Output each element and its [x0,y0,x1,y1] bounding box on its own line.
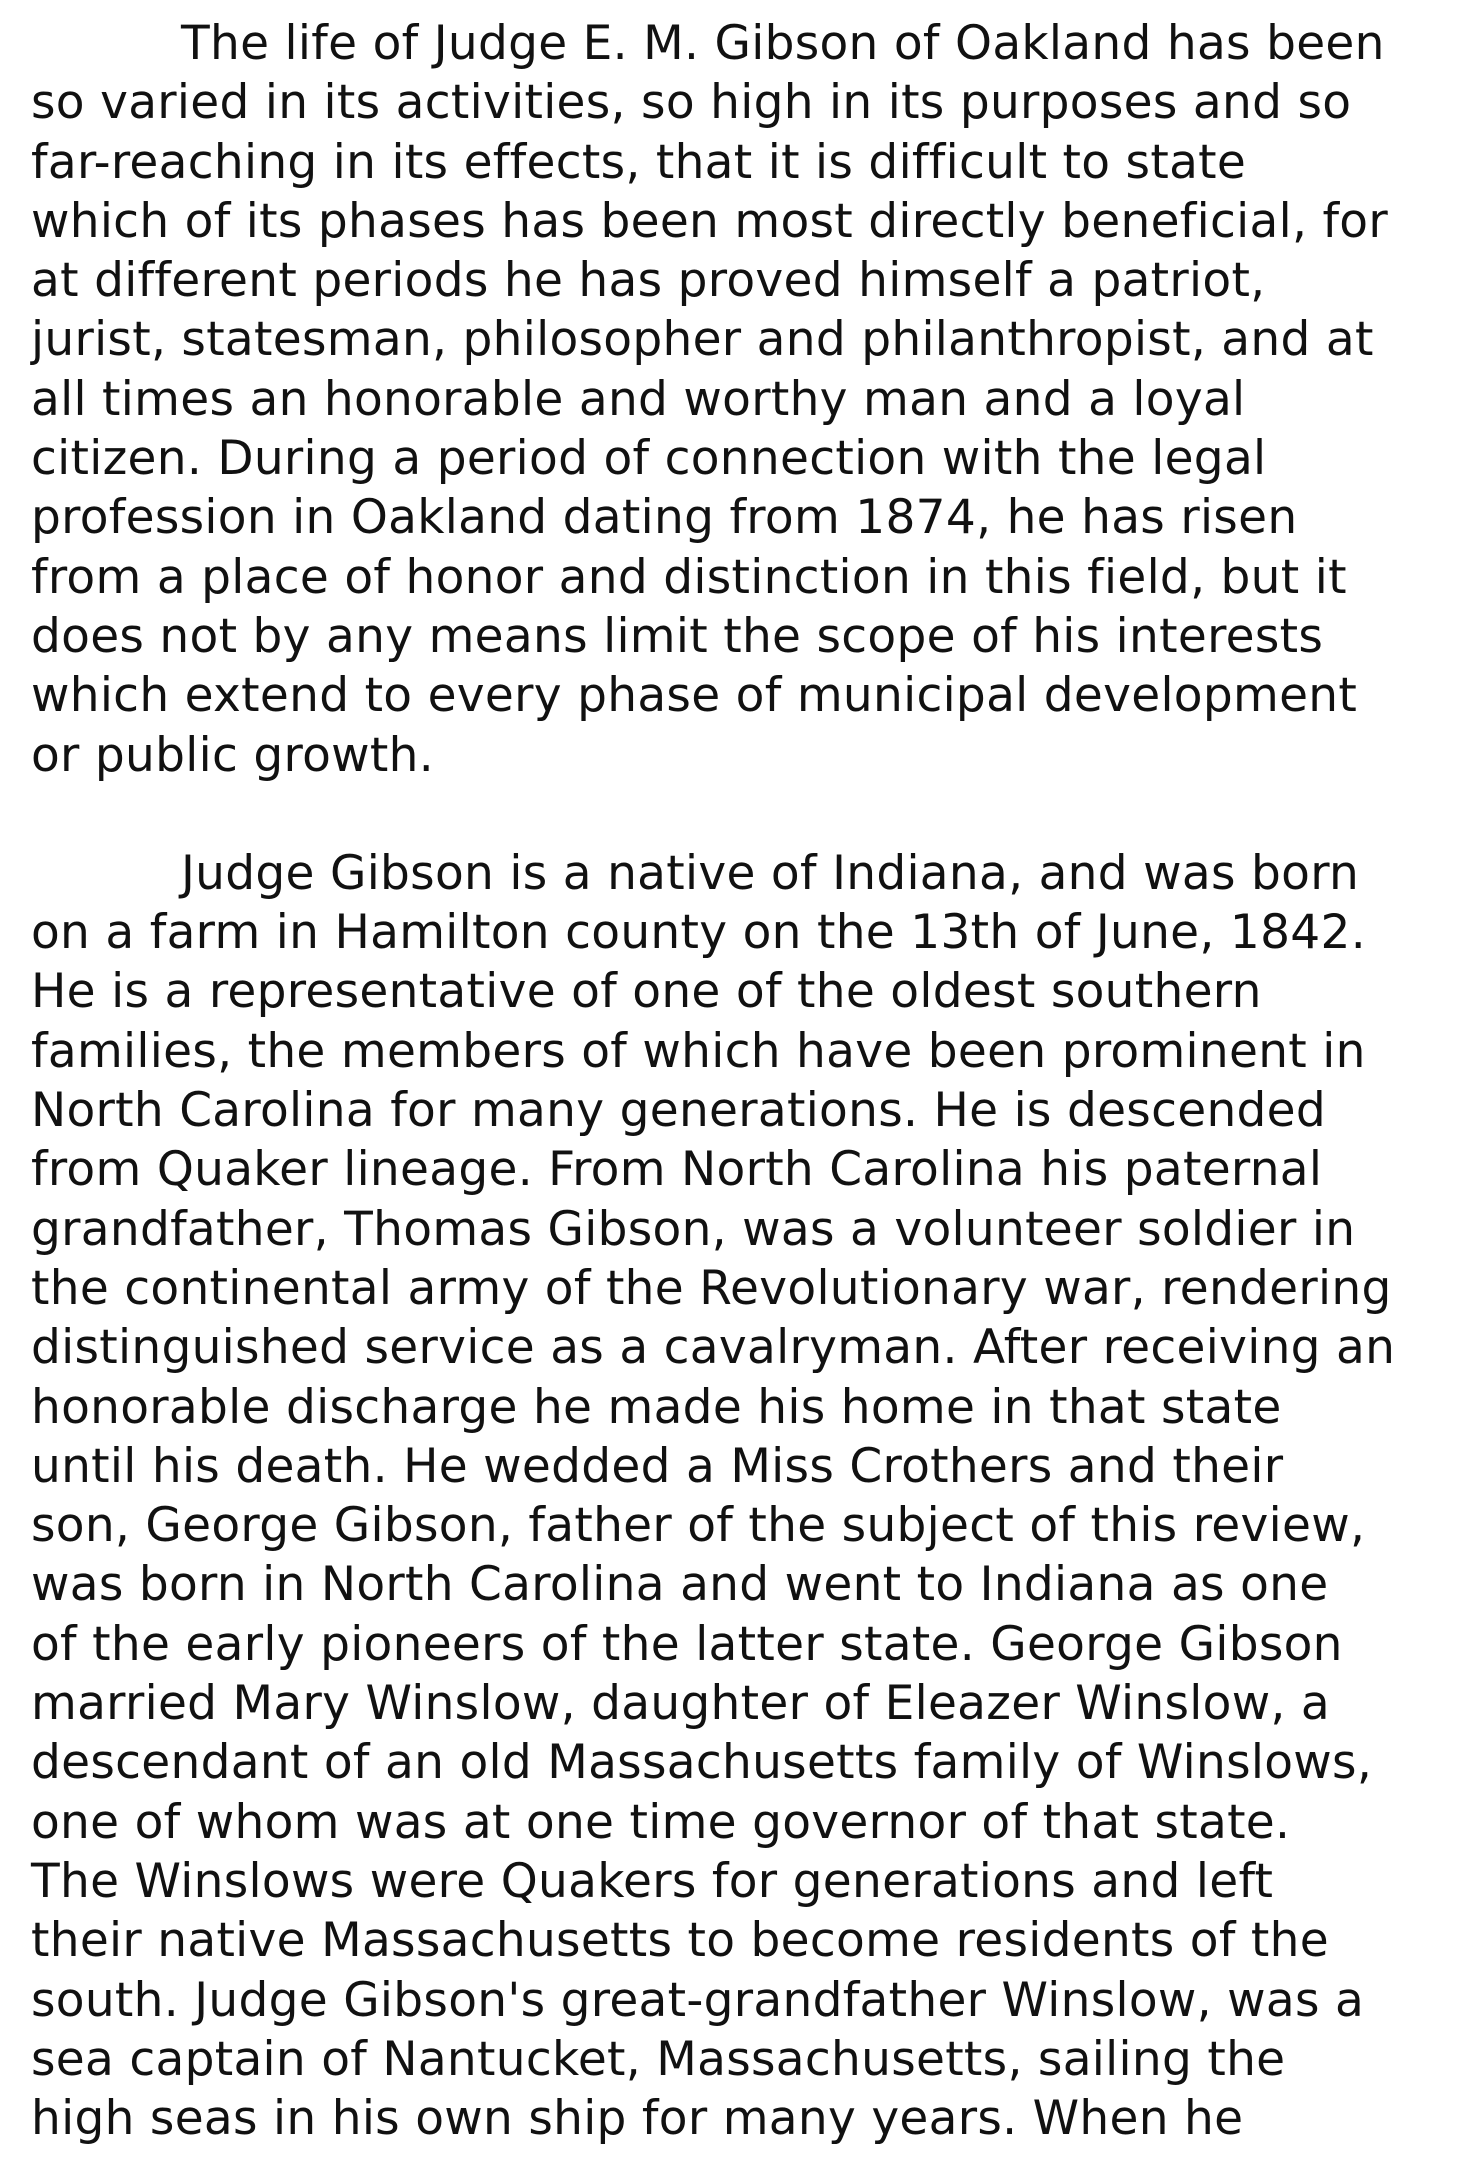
paragraph-2 [31,844,1471,2149]
text-line: grandfather, Thomas Gibson, was a volunteer soldier in [31,1201,1356,1257]
text-line: far-reaching in its effects, that it is difficult to state [31,134,1247,190]
text-line: North Carolina for many generations. He is descended [31,1083,1327,1139]
text-line: profession in Oakland dating from 1874, he has risen [31,490,1298,546]
paragraph-1 [31,14,1471,785]
text-line: which of its phases has been most directly beneficial, for [31,193,1388,249]
paragraph-spacer [31,785,1471,844]
text-line: one of whom was at one time governor of that state. [31,1794,1291,1850]
text-line: from Quaker lineage. From North Carolina his paternal [31,1142,1323,1198]
text-line: honorable discharge he made his home in that state [31,1379,1282,1435]
text-line: married Mary Winslow, daughter of Eleazer Winslow, a [31,1676,1331,1732]
text-line: sea captain of Nantucket, Massachusetts, sailing the [31,2031,1286,2087]
text-line: at different periods he has proved himself a patriot, [31,253,1266,309]
text-line: high seas in his own ship for many years. When he [31,2091,1244,2147]
text-line: The Winslows were Quakers for generations and left [31,1853,1274,1909]
text-line: all times an honorable and worthy man and a loyal [31,371,1246,427]
text-line: jurist, statesman, philosopher and philanthropist, and at [31,312,1374,368]
text-line: their native Massachusetts to become residents of the [31,1913,1329,1969]
text-line: The life of Judge E. M. Gibson of Oakland has been [181,16,1385,71]
text-line: families, the members of which have been prominent in [31,1023,1366,1079]
text-line: distinguished service as a cavalryman. After receiving an [31,1320,1396,1376]
text-line: of the early pioneers of the latter state. George Gibson [31,1616,1343,1672]
text-line: citizen. During a period of connection with the legal [31,431,1267,487]
text-line: so varied in its activities, so high in its purposes and so [31,75,1352,131]
text-line: which extend to every phase of municipal development [31,668,1358,724]
text-line: on a farm in Hamilton county on the 13th of June, 1842. [31,905,1366,961]
text-line: son, George Gibson, father of the subject of this review, [31,1498,1366,1554]
text-line: south. Judge Gibson's great-grandfather Winslow, was a [31,1972,1365,2028]
text-line: Judge Gibson is a native of Indiana, and was born [181,845,1360,901]
document-page [31,14,1471,2148]
text-line: descendant of an old Massachusetts family of Winslows, [31,1735,1373,1791]
text-line: was born in North Carolina and went to Indiana as one [31,1557,1329,1613]
text-line: the continental army of the Revolutionary war, rendering [31,1260,1392,1316]
text-line: or public growth. [31,727,434,783]
text-line: from a place of honor and distinction in this field, but it [31,549,1347,605]
text-line: until his death. He wedded a Miss Crothers and their [31,1438,1284,1494]
text-line: does not by any means limit the scope of his interests [31,608,1324,664]
text-line: He is a representative of one of the oldest southern [31,964,1262,1020]
